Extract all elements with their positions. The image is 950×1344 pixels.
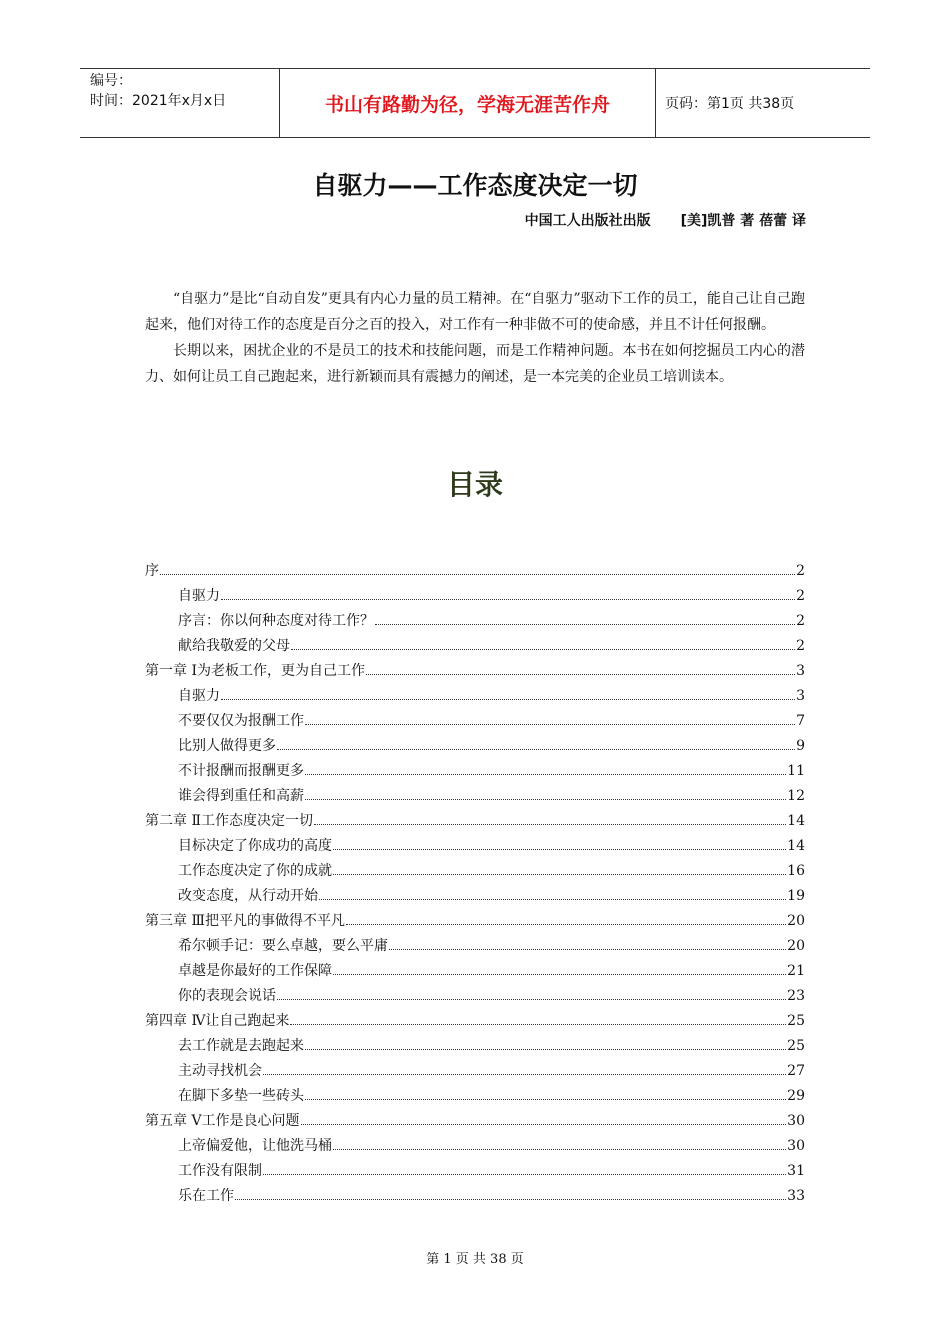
header-page-label: 页码：第1页 共38页 bbox=[665, 96, 795, 112]
toc-entry-page: 2 bbox=[796, 563, 805, 579]
toc-leader-dots bbox=[263, 1164, 786, 1175]
toc-leader-dots bbox=[375, 614, 795, 625]
toc-leader-dots bbox=[290, 1014, 786, 1025]
toc-entry-page: 33 bbox=[787, 1188, 805, 1204]
toc-entry-title: 序 bbox=[145, 563, 159, 579]
toc-leader-dots bbox=[277, 989, 786, 1000]
publication-line bbox=[525, 210, 806, 230]
toc-entry[interactable] bbox=[145, 1060, 805, 1085]
toc-heading: 目录 bbox=[446, 468, 503, 501]
toc-leader-dots bbox=[221, 689, 795, 700]
toc-entry[interactable] bbox=[145, 760, 805, 785]
page-header bbox=[80, 68, 870, 138]
toc-entry-page: 30 bbox=[787, 1113, 805, 1129]
toc-entry-title: 不计报酬而报酬更多 bbox=[178, 763, 304, 779]
toc-leader-dots bbox=[305, 1089, 786, 1100]
toc-entry-title: 目标决定了你成功的高度 bbox=[178, 838, 332, 854]
toc-entry[interactable] bbox=[145, 885, 805, 910]
toc-entry-page: 25 bbox=[787, 1038, 805, 1054]
header-motto: 书山有路勤为径，学海无涯苦作舟 bbox=[280, 69, 656, 137]
toc-entry-page: 3 bbox=[796, 663, 805, 679]
toc-entry[interactable] bbox=[145, 985, 805, 1010]
toc-entry-page: 14 bbox=[787, 813, 805, 829]
toc-entry-title: 自驱力 bbox=[178, 688, 220, 704]
toc-entry-page: 30 bbox=[787, 1138, 805, 1154]
toc-leader-dots bbox=[301, 1114, 787, 1125]
toc-leader-dots bbox=[160, 564, 795, 575]
toc-entry-page: 12 bbox=[787, 788, 805, 804]
toc-entry[interactable] bbox=[145, 585, 805, 610]
toc-leader-dots bbox=[305, 714, 795, 725]
toc-leader-dots bbox=[333, 1139, 786, 1150]
toc-leader-dots bbox=[277, 739, 795, 750]
toc-entry[interactable] bbox=[145, 960, 805, 985]
toc-entry[interactable] bbox=[145, 1085, 805, 1110]
intro-paragraph: 长期以来，困扰企业的不是员工的技术和技能问题，而是工作精神问题。本书在如何挖掘员工内心的潜力、如何让员工自己跑起来，进行新颖而具有震撼力的阐述，是一本完美的企业员工培训读本。 bbox=[145, 343, 805, 385]
toc-entry-title: 第一章 Ⅰ为老板工作，更为自己工作 bbox=[145, 663, 365, 679]
toc-leader-dots bbox=[333, 864, 786, 875]
toc-entry-page: 9 bbox=[796, 738, 805, 754]
toc-entry-title: 第四章 Ⅳ让自己跑起来 bbox=[145, 1013, 290, 1029]
toc-leader-dots bbox=[263, 1064, 786, 1075]
number-label: 编号： bbox=[90, 73, 132, 89]
toc-entry-title: 不要仅仅为报酬工作 bbox=[178, 713, 304, 729]
toc-entry-title: 在脚下多垫一些砖头 bbox=[178, 1088, 304, 1104]
toc-entry-page: 20 bbox=[787, 913, 805, 929]
toc-entry[interactable] bbox=[145, 835, 805, 860]
toc-entry-title: 希尔顿手记：要么卓越，要么平庸 bbox=[178, 938, 388, 954]
toc-leader-dots bbox=[314, 814, 786, 825]
intro-paragraph: “自驱力”是比“自动自发”更具有内心力量的员工精神。在“自驱力”驱动下工作的员工，能自己让自己跑起来，他们对待工作的态度是百分之百的投入，对工作有一种非做不可的使命感，并且不计任何报酬。 bbox=[145, 291, 805, 333]
toc-leader-dots bbox=[333, 839, 786, 850]
toc-entry-page: 2 bbox=[796, 613, 805, 629]
table-of-contents bbox=[145, 560, 805, 1210]
toc-entry[interactable] bbox=[145, 1110, 805, 1135]
toc-entry[interactable] bbox=[145, 735, 805, 760]
authors: [美]凯普 著 蓓蕾 译 bbox=[680, 213, 806, 229]
toc-entry-page: 25 bbox=[787, 1013, 805, 1029]
toc-entry-title: 工作态度决定了你的成就 bbox=[178, 863, 332, 879]
toc-entry-title: 第二章 Ⅱ工作态度决定一切 bbox=[145, 813, 313, 829]
toc-entry[interactable] bbox=[145, 685, 805, 710]
toc-entry-title: 主动寻找机会 bbox=[178, 1063, 262, 1079]
toc-entry-title: 卓越是你最好的工作保障 bbox=[178, 963, 332, 979]
time-label: 时间：2021年x月x日 bbox=[90, 93, 227, 109]
toc-leader-dots bbox=[319, 889, 786, 900]
toc-leader-dots bbox=[235, 1189, 786, 1200]
toc-entry[interactable] bbox=[145, 785, 805, 810]
toc-leader-dots bbox=[305, 789, 786, 800]
toc-leader-dots bbox=[305, 1039, 786, 1050]
toc-entry-page: 19 bbox=[787, 888, 805, 904]
toc-entry-page: 11 bbox=[787, 763, 805, 779]
document-title: 自驱力——工作态度决定一切 bbox=[312, 171, 638, 200]
toc-entry[interactable] bbox=[145, 1035, 805, 1060]
toc-leader-dots bbox=[221, 589, 795, 600]
toc-entry-page: 23 bbox=[787, 988, 805, 1004]
toc-entry[interactable] bbox=[145, 1010, 805, 1035]
toc-leader-dots bbox=[346, 914, 786, 925]
toc-entry-title: 改变态度，从行动开始 bbox=[178, 888, 318, 904]
toc-entry[interactable] bbox=[145, 560, 805, 585]
toc-entry[interactable] bbox=[145, 1160, 805, 1185]
toc-entry-page: 21 bbox=[787, 963, 805, 979]
toc-entry-page: 3 bbox=[796, 688, 805, 704]
toc-leader-dots bbox=[389, 939, 786, 950]
toc-entry-page: 27 bbox=[787, 1063, 805, 1079]
toc-leader-dots bbox=[366, 664, 795, 675]
toc-entry-page: 2 bbox=[796, 588, 805, 604]
toc-entry-title: 上帝偏爱他，让他洗马桶 bbox=[178, 1138, 332, 1154]
page-footer: 第 1 页 共 38 页 bbox=[426, 1252, 524, 1267]
toc-entry[interactable] bbox=[145, 935, 805, 960]
toc-entry-page: 16 bbox=[787, 863, 805, 879]
toc-entry-title: 第五章 Ⅴ工作是良心问题 bbox=[145, 1113, 300, 1129]
publisher: 中国工人出版社出版 bbox=[524, 213, 651, 229]
toc-entry-title: 献给我敬爱的父母 bbox=[178, 638, 290, 654]
toc-entry-page: 31 bbox=[787, 1163, 805, 1179]
toc-entry-title: 工作没有限制 bbox=[178, 1163, 262, 1179]
intro-text bbox=[145, 286, 805, 390]
toc-entry-title: 序言：你以何种态度对待工作？ bbox=[178, 613, 374, 629]
toc-leader-dots bbox=[305, 764, 786, 775]
toc-entry[interactable] bbox=[145, 710, 805, 735]
toc-entry-title: 自驱力 bbox=[178, 588, 220, 604]
toc-entry-title: 谁会得到重任和高薪 bbox=[178, 788, 304, 804]
toc-entry-title: 比别人做得更多 bbox=[178, 738, 276, 754]
toc-entry[interactable] bbox=[145, 1185, 805, 1210]
toc-entry-page: 2 bbox=[796, 638, 805, 654]
toc-entry[interactable] bbox=[145, 610, 805, 635]
toc-leader-dots bbox=[291, 639, 795, 650]
toc-entry-page: 14 bbox=[787, 838, 805, 854]
toc-entry[interactable] bbox=[145, 1135, 805, 1160]
header-info bbox=[80, 69, 280, 137]
toc-entry-page: 29 bbox=[787, 1088, 805, 1104]
toc-entry-title: 第三章 Ⅲ把平凡的事做得不平凡 bbox=[145, 913, 345, 929]
toc-entry-title: 你的表现会说话 bbox=[178, 988, 276, 1004]
toc-entry-title: 乐在工作 bbox=[178, 1188, 234, 1204]
toc-entry-title: 去工作就是去跑起来 bbox=[178, 1038, 304, 1054]
toc-entry[interactable] bbox=[145, 910, 805, 935]
toc-entry-page: 7 bbox=[796, 713, 805, 729]
toc-entry-page: 20 bbox=[787, 938, 805, 954]
toc-leader-dots bbox=[333, 964, 786, 975]
toc-entry[interactable] bbox=[145, 810, 805, 835]
toc-entry[interactable] bbox=[145, 635, 805, 660]
toc-entry[interactable] bbox=[145, 660, 805, 685]
toc-entry[interactable] bbox=[145, 860, 805, 885]
